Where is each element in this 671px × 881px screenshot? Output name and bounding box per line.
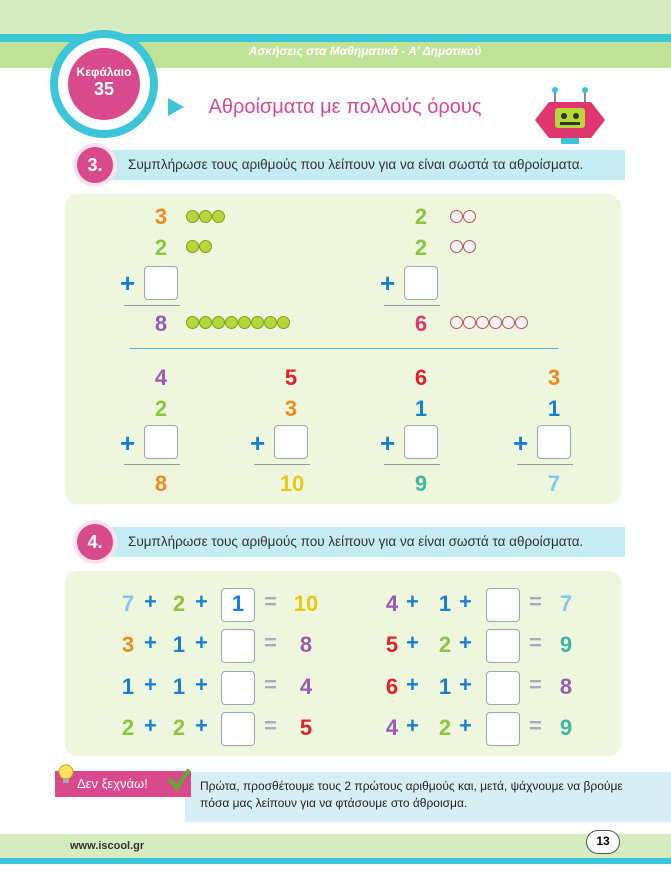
baseballs (450, 210, 476, 225)
term: 1 (121, 674, 135, 699)
plus-sign: + (144, 630, 157, 655)
sum-line (517, 464, 573, 465)
plus-sign: + (380, 428, 396, 458)
sum: 7 (547, 471, 561, 496)
answer-box[interactable] (486, 712, 520, 746)
plus-sign: + (406, 672, 419, 697)
check-icon (168, 768, 190, 792)
term: 1 (172, 632, 186, 657)
plus-sign: + (406, 630, 419, 655)
term: 3 (121, 632, 135, 657)
term: 2 (438, 715, 452, 740)
plus-sign: + (195, 589, 208, 614)
answer-box[interactable] (486, 671, 520, 705)
chapter-badge (68, 48, 140, 120)
footer-url[interactable]: www.iscool.gr (70, 840, 145, 852)
answer-box[interactable] (404, 425, 438, 459)
plus-sign: + (144, 589, 157, 614)
plus-sign: + (459, 630, 472, 655)
plus-sign: + (250, 428, 266, 458)
equals-sign: = (264, 589, 277, 614)
sum: 7 (559, 591, 573, 616)
term: 4 (385, 715, 399, 740)
baseballs (450, 316, 528, 331)
addend: 3 (284, 396, 298, 421)
equals-sign: = (529, 630, 542, 655)
addend: 2 (414, 204, 428, 229)
sum: 10 (279, 471, 305, 496)
sum: 8 (299, 632, 313, 657)
sum: 10 (293, 591, 319, 616)
term: 1 (438, 674, 452, 699)
robot-icon (525, 86, 615, 146)
divider (130, 348, 558, 349)
term: 2 (172, 715, 186, 740)
chapter-number: 35 (93, 79, 115, 99)
plus-sign: + (120, 268, 136, 298)
lightbulb-icon (58, 764, 74, 786)
tip-text: Πρώτα, προσθέτουμε τους 2 πρώτους αριθμούς και, μετά, ψάχνουμε να βρούμε πόσα μας λείπουν για να φτάσουμε στο άθροισμα. (200, 779, 623, 810)
answer-box[interactable] (486, 588, 520, 622)
task-3-number: 3. (73, 143, 117, 187)
sum-line (124, 464, 180, 465)
term: 2 (172, 591, 186, 616)
answer-box[interactable] (404, 266, 438, 300)
plus-sign: + (459, 589, 472, 614)
book-title: Ασκήσεις στα Μαθηματικά - Α' Δημοτικού (248, 44, 482, 58)
sum: 5 (299, 715, 313, 740)
answer-box[interactable] (537, 425, 571, 459)
addend: 2 (414, 235, 428, 260)
footer-stripe (0, 858, 671, 864)
addend: 6 (414, 365, 428, 390)
header-band-top (0, 0, 671, 34)
addend: 1 (414, 396, 428, 421)
answer-box[interactable] (221, 629, 255, 663)
equals-sign: = (264, 713, 277, 738)
sum: 9 (559, 632, 573, 657)
answer-box[interactable] (274, 425, 308, 459)
equals-sign: = (264, 672, 277, 697)
term: 1 (438, 591, 452, 616)
plus-sign: + (120, 428, 136, 458)
plus-sign: + (144, 713, 157, 738)
page-number: 13 (586, 830, 620, 854)
sum: 8 (154, 471, 168, 496)
equals-sign: = (529, 713, 542, 738)
sum-line (384, 305, 440, 306)
addend: 3 (547, 365, 561, 390)
plus-sign: + (459, 672, 472, 697)
answer-box[interactable] (486, 629, 520, 663)
sum: 6 (414, 311, 428, 336)
term: 5 (385, 632, 399, 657)
task-3-instruction: Συμπλήρωσε τους αριθμούς που λείπουν για να είναι σωστά τα αθροίσματα. (128, 157, 584, 172)
tennis-balls (186, 316, 290, 331)
task-4-number: 4. (73, 520, 117, 564)
arrow-right-icon (168, 98, 184, 116)
answer-box[interactable] (221, 671, 255, 705)
term: 1 (172, 674, 186, 699)
chapter-label: Κεφάλαιο (76, 65, 132, 79)
sum: 4 (299, 674, 313, 699)
plus-sign: + (144, 672, 157, 697)
plus-sign: + (195, 672, 208, 697)
sum: 8 (559, 674, 573, 699)
sum-line (124, 305, 180, 306)
addend: 2 (154, 235, 168, 260)
term: 4 (385, 591, 399, 616)
tip-label: Δεν ξεχνάω! (55, 771, 191, 797)
sum-line (384, 464, 440, 465)
addend: 5 (284, 365, 298, 390)
term: 2 (438, 632, 452, 657)
plus-sign: + (406, 589, 419, 614)
plus-sign: + (195, 630, 208, 655)
equals-sign: = (529, 672, 542, 697)
sum: 9 (559, 715, 573, 740)
addend: 2 (154, 396, 168, 421)
term: 2 (121, 715, 135, 740)
sum: 9 (414, 471, 428, 496)
sum-line (254, 464, 310, 465)
sum: 8 (154, 311, 168, 336)
plus-sign: + (195, 713, 208, 738)
plus-sign: + (380, 268, 396, 298)
addend: 3 (154, 204, 168, 229)
term: 6 (385, 674, 399, 699)
plus-sign: + (459, 713, 472, 738)
addend: 1 (547, 396, 561, 421)
tennis-balls (186, 210, 225, 225)
answer-box[interactable]: 1 (221, 588, 255, 622)
equals-sign: = (529, 589, 542, 614)
answer-box[interactable] (221, 712, 255, 746)
equals-sign: = (264, 630, 277, 655)
task-4-instruction: Συμπλήρωσε τους αριθμούς που λείπουν για να είναι σωστά τα αθροίσματα. (128, 534, 584, 549)
addend: 4 (154, 365, 168, 390)
answer-box[interactable] (144, 266, 178, 300)
chapter-title: Αθροίσματα με πολλούς όρους (208, 96, 482, 118)
tennis-balls (186, 240, 212, 255)
plus-sign: + (513, 428, 529, 458)
answer-box[interactable] (144, 425, 178, 459)
term: 7 (121, 591, 135, 616)
baseballs (450, 240, 476, 255)
plus-sign: + (406, 713, 419, 738)
